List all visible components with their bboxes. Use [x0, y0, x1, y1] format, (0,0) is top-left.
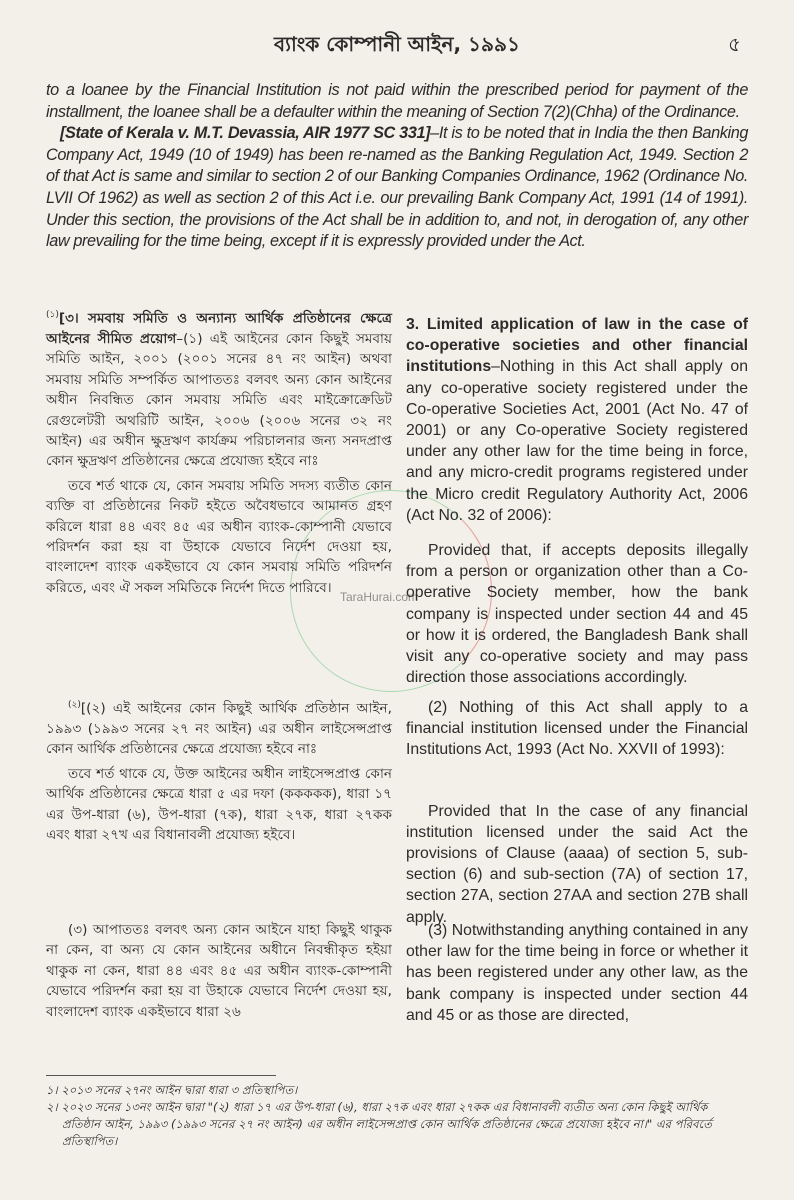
footnote-ref: (২): [68, 700, 81, 710]
proviso: তবে শর্ত থাকে যে, উক্ত আইনের অধীন লাইসেন্সপ্রাপ্ত কোন আর্থিক প্রতিষ্ঠানের ক্ষেত্রে ধারা ৫ এর দফা (ককককক), ধারা ১৭ এর উপ-ধারা (৬), উপ-ধারা (৭ক), ধারা ২৭ক, ধারা ২৭কক এবং ধারা ২৭খ এর বিধানাবলী প্রযোজ্য হইবে।: [46, 765, 392, 843]
section-body: –Nothing in this Act shall apply on any co-operative society registered under the Co-operative Societies Act, 2001 (Act No. 47 of 2001) or any Co-operative Society registered under any other law for the time being in force, and any micro-credit programs registered under the Micro credit Regulatory Authority Act, 2006 (Act No. 32 of 2006):: [406, 358, 748, 524]
footnote-divider: [46, 1075, 276, 1076]
footnote-ref: (১): [46, 310, 59, 320]
english-subsection-2: [406, 697, 748, 928]
commentary-text-body: –It is to be noted that in India the then Banking Company Act, 1949 (10 of 1949) has been re-named as the Banking Regulation Act, 1949. Section 2 of that Act is same and similar to section 2 of our Banking Companies Ordinance, 1962 (Ordinance No. LVII Of 1962) as well as section 2 of this Act i.e. our prevailing Bank Company Act, 1991 (14 of 1991). Under this section, the provisions of the Act shall be in addition to, and not, in derogation of, any other law prevailing for the time being, except if it is expressly provided under the Act.: [46, 124, 749, 251]
english-subsection-3: [406, 920, 748, 1026]
commentary-paragraph: [46, 123, 748, 253]
proviso: Provided that In the case of any financial institution licensed under the said Act the provisions of Clause (aaaa) of section 5, sub-section (6) and sub-section (7A) of section 17, section 27A, section 27AA and section 27B shall apply.: [406, 802, 748, 926]
section-body: (2) Nothing of this Act shall apply to a financial institution licensed under the Financial Institutions Act, 1993 (Act No. XXVII of 1993):: [406, 699, 748, 759]
commentary-text: [46, 80, 748, 253]
section-body: –(১) এই আইনের কোন কিছুই সমবায় সমিতি আইন, ২০০১ (২০০১ সনের ৪৭ নং আইন) অথবা সমবায় সমিতি সম্পর্কিত আপাততঃ বলবৎ অন্য কোন আইনের অধীন নিবন্ধিত কোন সমবায় সমিতি এবং মাইক্রোক্রেডিট রেগুলেটরী অথরিটি আইন, ২০০৬ (২০০৬ সনের ৩২ নং আইন) এর অধীন ক্ষুদ্রঋণ কার্যক্রম পরিচালনার জন্য সনদপ্রাপ্ত কোন ক্ষুদ্রঋণ প্রতিষ্ঠানের ক্ষেত্রে প্রযোজ্য হইবে নাঃ: [46, 330, 392, 470]
footnote: ১। ২০১৩ সনের ২৭নং আইন দ্বারা ধারা ৩ প্রতিস্থাপিত।: [46, 1083, 298, 1097]
page-number: ৫: [728, 32, 741, 56]
watermark-text: TaraHurai.com: [340, 590, 419, 604]
section-heading: [৩। সমবায় সমিতি ও অন্যান্য আর্থিক প্রতিষ্ঠানের ক্ষেত্রে আইনের সীমিত প্রয়োগ: [46, 310, 392, 347]
bangla-section-3: [46, 305, 392, 598]
section-heading: 3. Limited application of law in the case of co-operative societies and other financial institutions: [406, 316, 748, 376]
proviso: Provided that, if accepts deposits illegally from a person or organization other than a Co-operative Society member, how the bank company is inspected under section 44 and 45 or how it is ordered, the Bangladesh Bank shall visit any co-operative society and may pass direction those associations accordingly.: [406, 542, 748, 687]
commentary-paragraph: to a loanee by the Financial Institution is not paid within the prescribed period for payment of the installment, the loanee shall be a defaulter within the meaning of Section 7(2)(Chha) of the Ordinance.: [46, 81, 748, 121]
section-body: (৩) আপাততঃ বলবৎ অন্য কোন আইনে যাহা কিছুই থাকুক না কেন, বা অন্য যে কোন আইনের অধীনে নিবন্ধীকৃত হইয়া থাকুক না কেন, ধারা ৪৪ এবং ৪৫ এর অধীন ব্যাংক-কোম্পানী যেভাবে পরিদর্শন করা হয় বা উহাকে যেভাবে নির্দেশ দেওয়া হয়, বাংলাদেশ ব্যাংক একইভাবে ধারা ২৬: [46, 922, 392, 1020]
section-body: (3) Notwithstanding anything contained in any other law for the time being in force or whether it has been registered under any other law, as the bank company is inspected under section 44 and 45 or as those are directed,: [406, 922, 748, 1024]
english-section-3: [406, 314, 748, 688]
section-body: [(২) এই আইনের কোন কিছুই আর্থিক প্রতিষ্ঠান আইন, ১৯৯৩ (১৯৯৩ সনের ২৭ নং আইন) এর অধীন লাইসেন্সপ্রাপ্ত কোন আর্থিক প্রতিষ্ঠানের ক্ষেত্রে প্রযোজ্য হইবে নাঃ: [46, 700, 392, 758]
case-citation: [State of Kerala v. M.T. Devassia, AIR 1977 SC 331]: [60, 124, 431, 143]
footnotes: [46, 1082, 748, 1150]
running-header: ব্যাংক কোম্পানী আইন, ১৯৯১: [274, 32, 520, 56]
footnote: ২। ২০২৩ সনের ১৩নং আইন দ্বারা "(২) ধারা ১৭ এর উপ-ধারা (৬), ধারা ২৭ক এবং ধারা ২৭কক এর বিধানাবলী ব্যতীত অন্য কোন কিছুই আর্থিক প্রতিষ্ঠান আইন, ১৯৯৩ (১৯৯৩ সনের ২৭ নং আইন) এর অধীন লাইসেন্সপ্রাপ্ত কোন আর্থিক প্রতিষ্ঠানের ক্ষেত্রে প্রযোজ্য হইবে না।" এর পরিবর্তে প্রতিস্থাপিত।: [46, 1100, 712, 1148]
bangla-subsection-2: [46, 695, 392, 845]
proviso: তবে শর্ত থাকে যে, কোন সমবায় সমিতি সদস্য ব্যতীত কোন ব্যক্তি বা প্রতিষ্ঠানের নিকট হইতে অবৈধভাবে আমানত গ্রহণ করিলে ধারা ৪৪ এবং ৪৫ এর অধীন ব্যাংক-কোম্পানী যেভাবে পরিদর্শন করা হয় বা উহাকে যেভাবে নির্দেশ দেওয়া হয়, বাংলাদেশ ব্যাংক একইভাবে যে কোন সমবায় সমিতি পরিদর্শন করিতে, এবং ঐ সকল সমিতিকে নির্দেশ দিতে পারিবে।: [46, 477, 392, 596]
bangla-subsection-3: [46, 920, 392, 1022]
